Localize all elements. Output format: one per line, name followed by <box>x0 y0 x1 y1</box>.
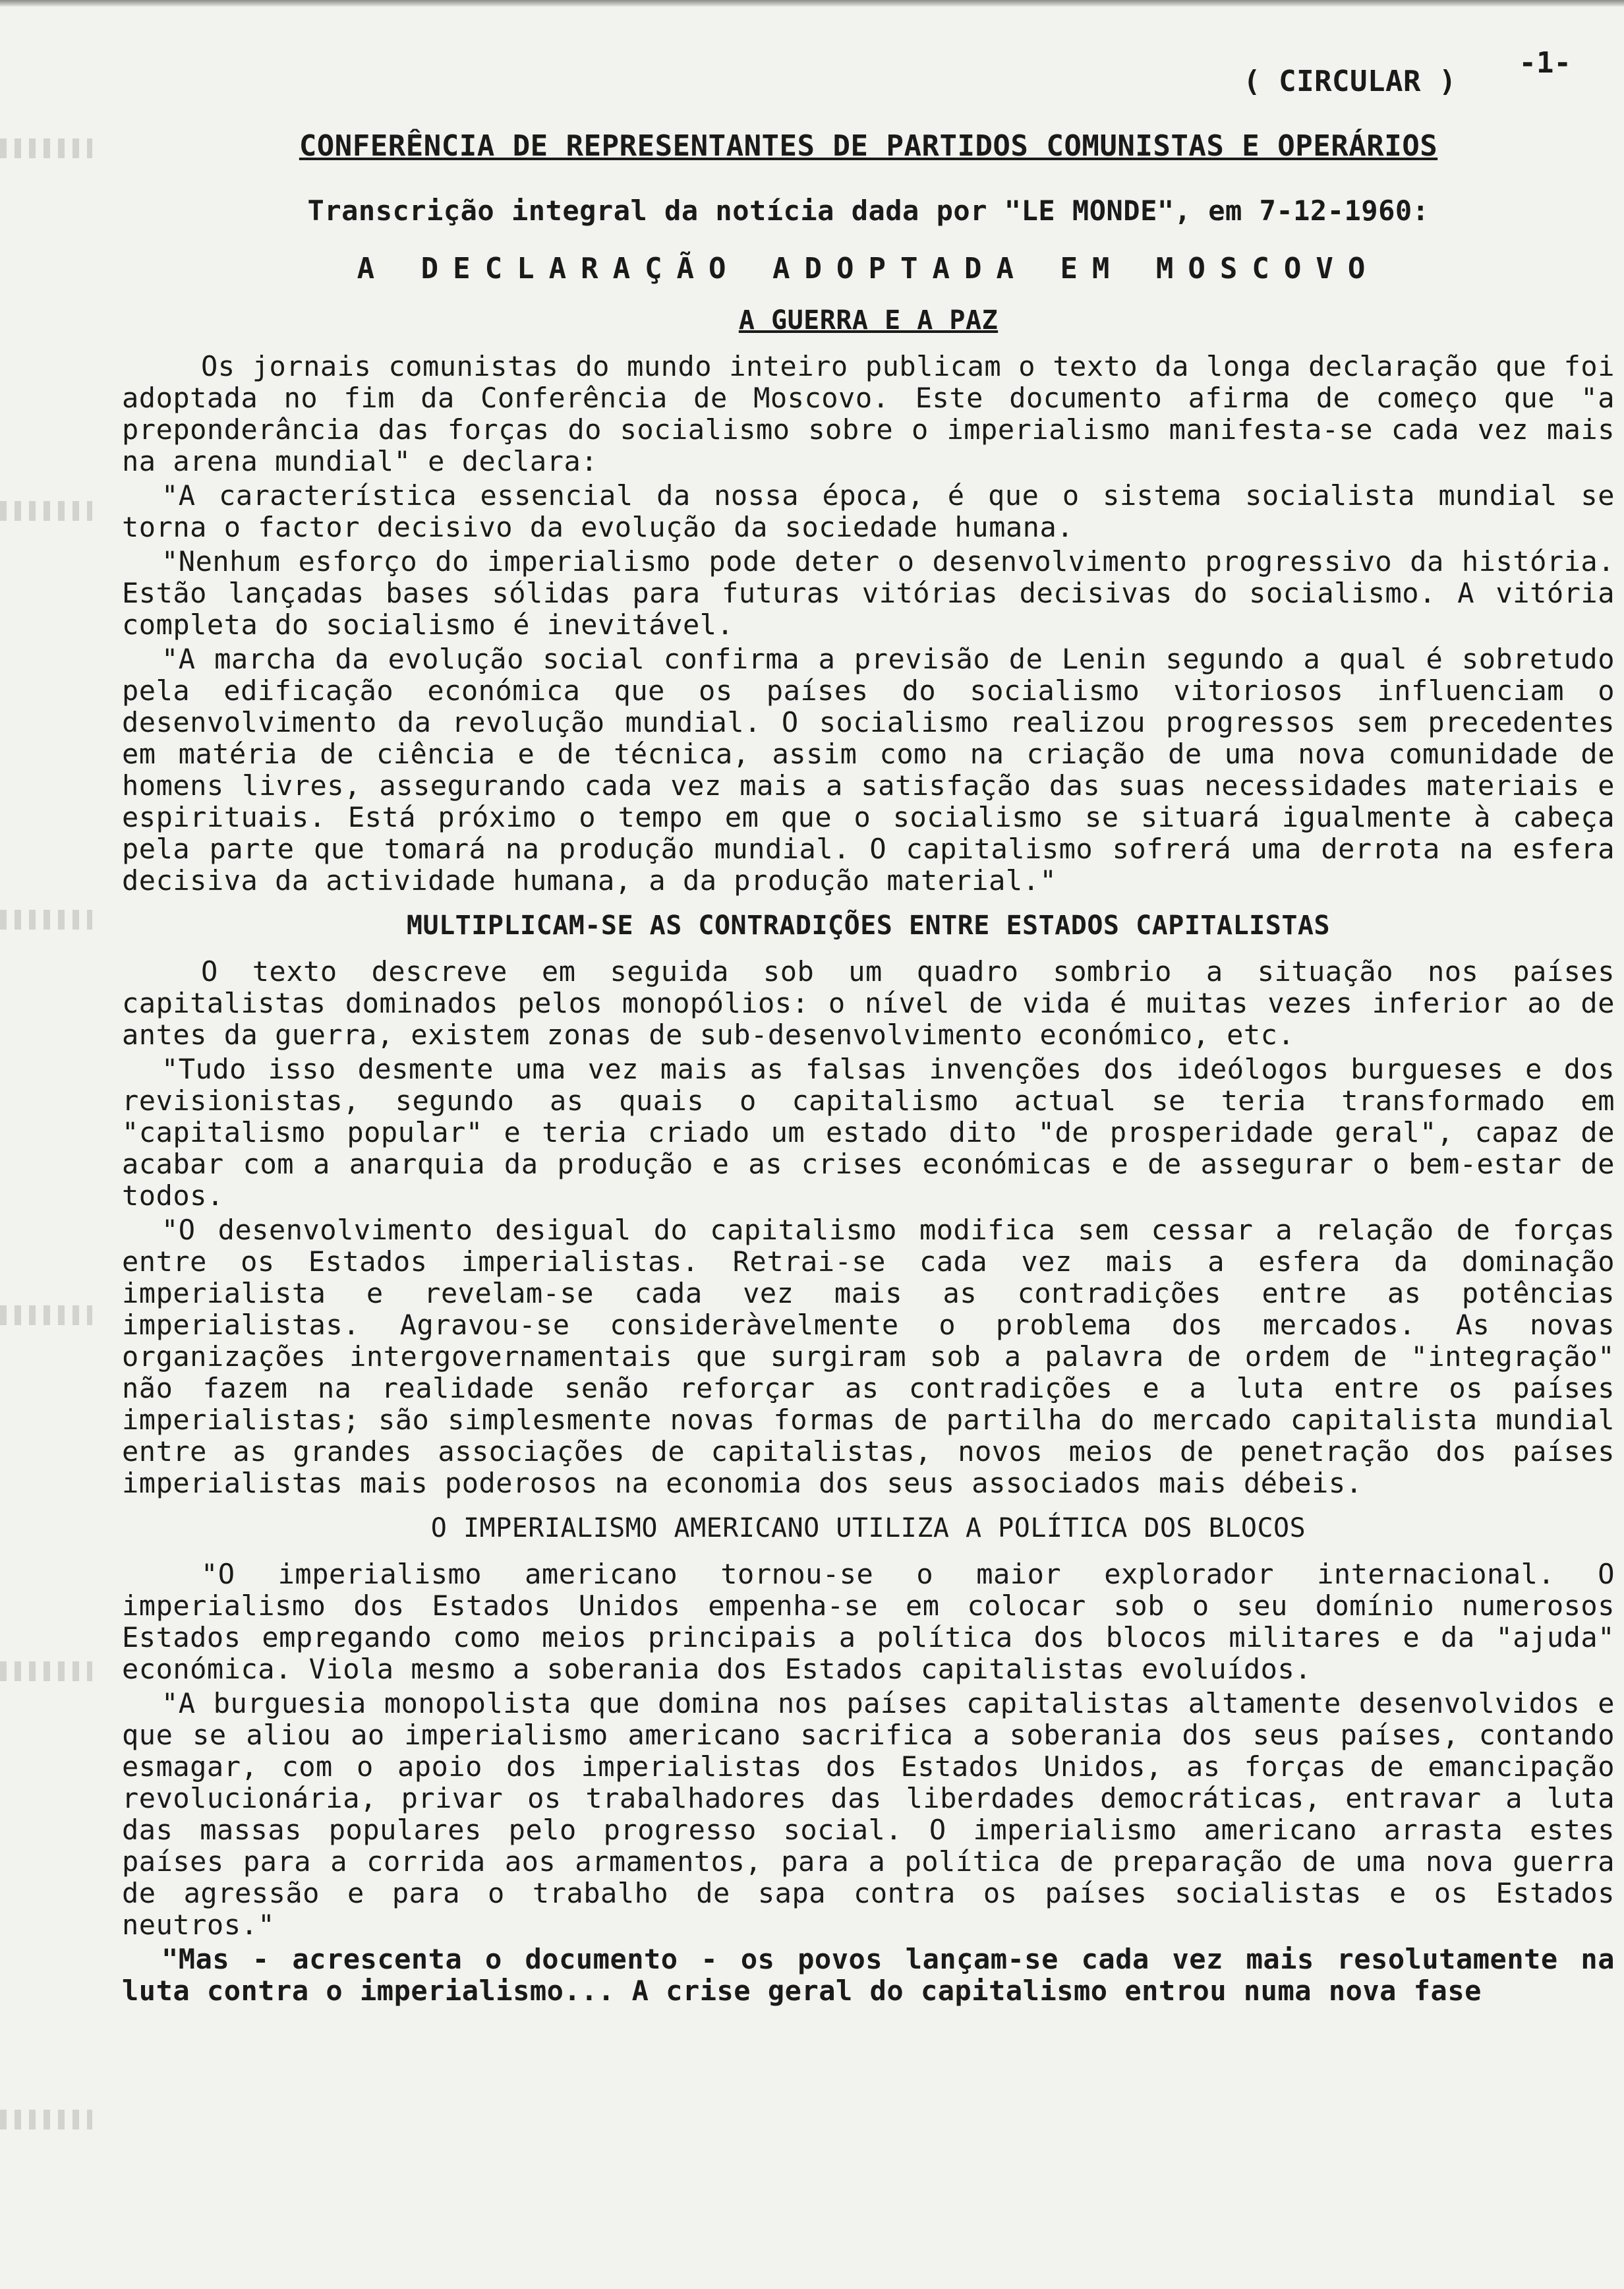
bleed-through-mark <box>0 1305 92 1325</box>
paragraph: "O imperialismo americano tornou-se o maior explorador internacional. O imperialismo dos Estados Unidos empenha-se em colocar sob o seu domínio numerosos Estados empregando como meios principais a política dos blocos militares e da "ajuda" económica. Viola mesmo a soberania dos Estados capitalistas evoluídos. <box>122 1558 1615 1685</box>
paragraph: "Tudo isso desmente uma vez mais as falsas invenções dos ideólogos burgueses e dos revisionistas, segundo as quais o capitalismo actual se teria transformado em "capitalismo popular" e teria criado um estado dito "de prosperidade geral", capaz de acabar com a anarquia da produção e as crises económicas e de assegurar o bem-estar de todos. <box>122 1053 1615 1212</box>
paragraph: "Mas - acrescenta o documento - os povos lançam-se cada vez mais resolutamente na luta contra o imperialismo... A crise geral do capitalismo entrou numa nova fase <box>122 1943 1615 2007</box>
bleed-through-mark <box>0 1661 92 1681</box>
bleed-through-mark <box>0 2110 92 2129</box>
circular-label: ( CIRCULAR ) <box>1243 65 1457 98</box>
paragraph: "A característica essencial da nossa época, é que o sistema socialista mundial se torna o factor decisivo da evolução da sociedade humana. <box>122 479 1615 543</box>
declaration-title: A DECLARAÇÃO ADOPTADA EM MOSCOVO <box>357 252 1380 285</box>
paragraph: "A burguesia monopolista que domina nos países capitalistas altamente desenvolvidos e que se aliou ao imperialismo americano sacrifica a soberania dos seus países, contando esmagar, com o apoio dos imperialistas dos Estados Unidos, as forças de emancipação revolucionária, privar os trabalhadores das liberdades democráticas, entravar a luta das massas populares pelo progresso social. O imperialismo americano arrasta estes países para a corrida aos armamentos, para a política de preparação de uma nova guerra de agressão e para o trabalho de sapa contra os países socialistas e os Estados neutros." <box>122 1687 1615 1941</box>
scan-top-edge <box>0 0 1624 7</box>
section-heading: O IMPERIALISMO AMERICANO UTILIZA A POLÍTICA DOS BLOCOS <box>430 1513 1306 1543</box>
source-line: Transcrição integral da notícia dada por "LE MONDE", em 7-12-1960: <box>307 194 1430 227</box>
bleed-through-mark <box>0 138 92 158</box>
war-peace-title: A GUERRA E A PAZ <box>738 305 999 336</box>
section-1 <box>122 351 1615 897</box>
paragraph: "Nenhum esforço do imperialismo pode deter o desenvolvimento progressivo da história. Estão lançadas bases sólidas para futuras vitórias decisivas do socialismo. A vitória completa do socialismo é inevitável. <box>122 545 1615 641</box>
paragraph: "A marcha da evolução social confirma a previsão de Lenin segundo a qual é sobretudo pela edificação económica que os países do socialismo vitoriosos influenciam o desenvolvimento da revolução mundial. O socialismo realizou progressos sem precedentes em matéria de ciência e de técnica, assim como na criação de uma nova comunidade de homens livres, assegurando cada vez mais a satisfação das suas necessidades materiais e espirituais. Está próximo o tempo em que o socialismo se situará igualmente à cabeça pela parte que tomará na produção mundial. O capitalismo sofrerá uma derrota na esfera decisiva da actividade humana, a da produção material." <box>122 643 1615 897</box>
bleed-through-mark <box>0 910 92 930</box>
page-number: -1- <box>1519 46 1571 80</box>
section-2 <box>122 956 1615 1499</box>
document-body <box>122 40 1615 2009</box>
section-3 <box>122 1559 1615 2007</box>
bleed-through-mark <box>0 501 92 521</box>
paragraph: Os jornais comunistas do mundo inteiro publicam o texto da longa declaração que foi adoptada no fim da Conferência de Moscovo. Este documento afirma de começo que "a preponderância das forças do socialismo sobre o imperialismo manifesta-se cada vez mais na arena mundial" e declara: <box>122 350 1615 477</box>
section-heading: MULTIPLICAM-SE AS CONTRADIÇÕES ENTRE ESTADOS CAPITALISTAS <box>406 910 1331 941</box>
conference-title: CONFERÊNCIA DE REPRESENTANTES DE PARTIDOS COMUNISTAS E OPERÁRIOS <box>299 129 1438 163</box>
paragraph: "O desenvolvimento desigual do capitalismo modifica sem cessar a relação de forças entre os Estados imperialistas. Retrai-se cada vez mais a esfera da dominação imperialista e revelam-se cada vez mais as contradições entre as potências imperialistas. Agravou-se consideràvelmente o problema dos mercados. As novas organizações intergovernamentais que surgiram sob a palavra de ordem de "integração" não fazem na realidade senão reforçar as contradições e a luta entre os países imperialistas; são simplesmente novas formas de partilha do mercado capitalista mundial entre as grandes associações de capitalistas, novos meios de penetração dos países imperialistas mais poderosos na economia dos seus associados mais débeis. <box>122 1214 1615 1499</box>
paragraph: O texto descreve em seguida sob um quadro sombrio a situação nos países capitalistas dominados pelos monopólios: o nível de vida é muitas vezes inferior ao de antes da guerra, existem zonas de sub-desenvolvimento económico, etc. <box>122 955 1615 1051</box>
